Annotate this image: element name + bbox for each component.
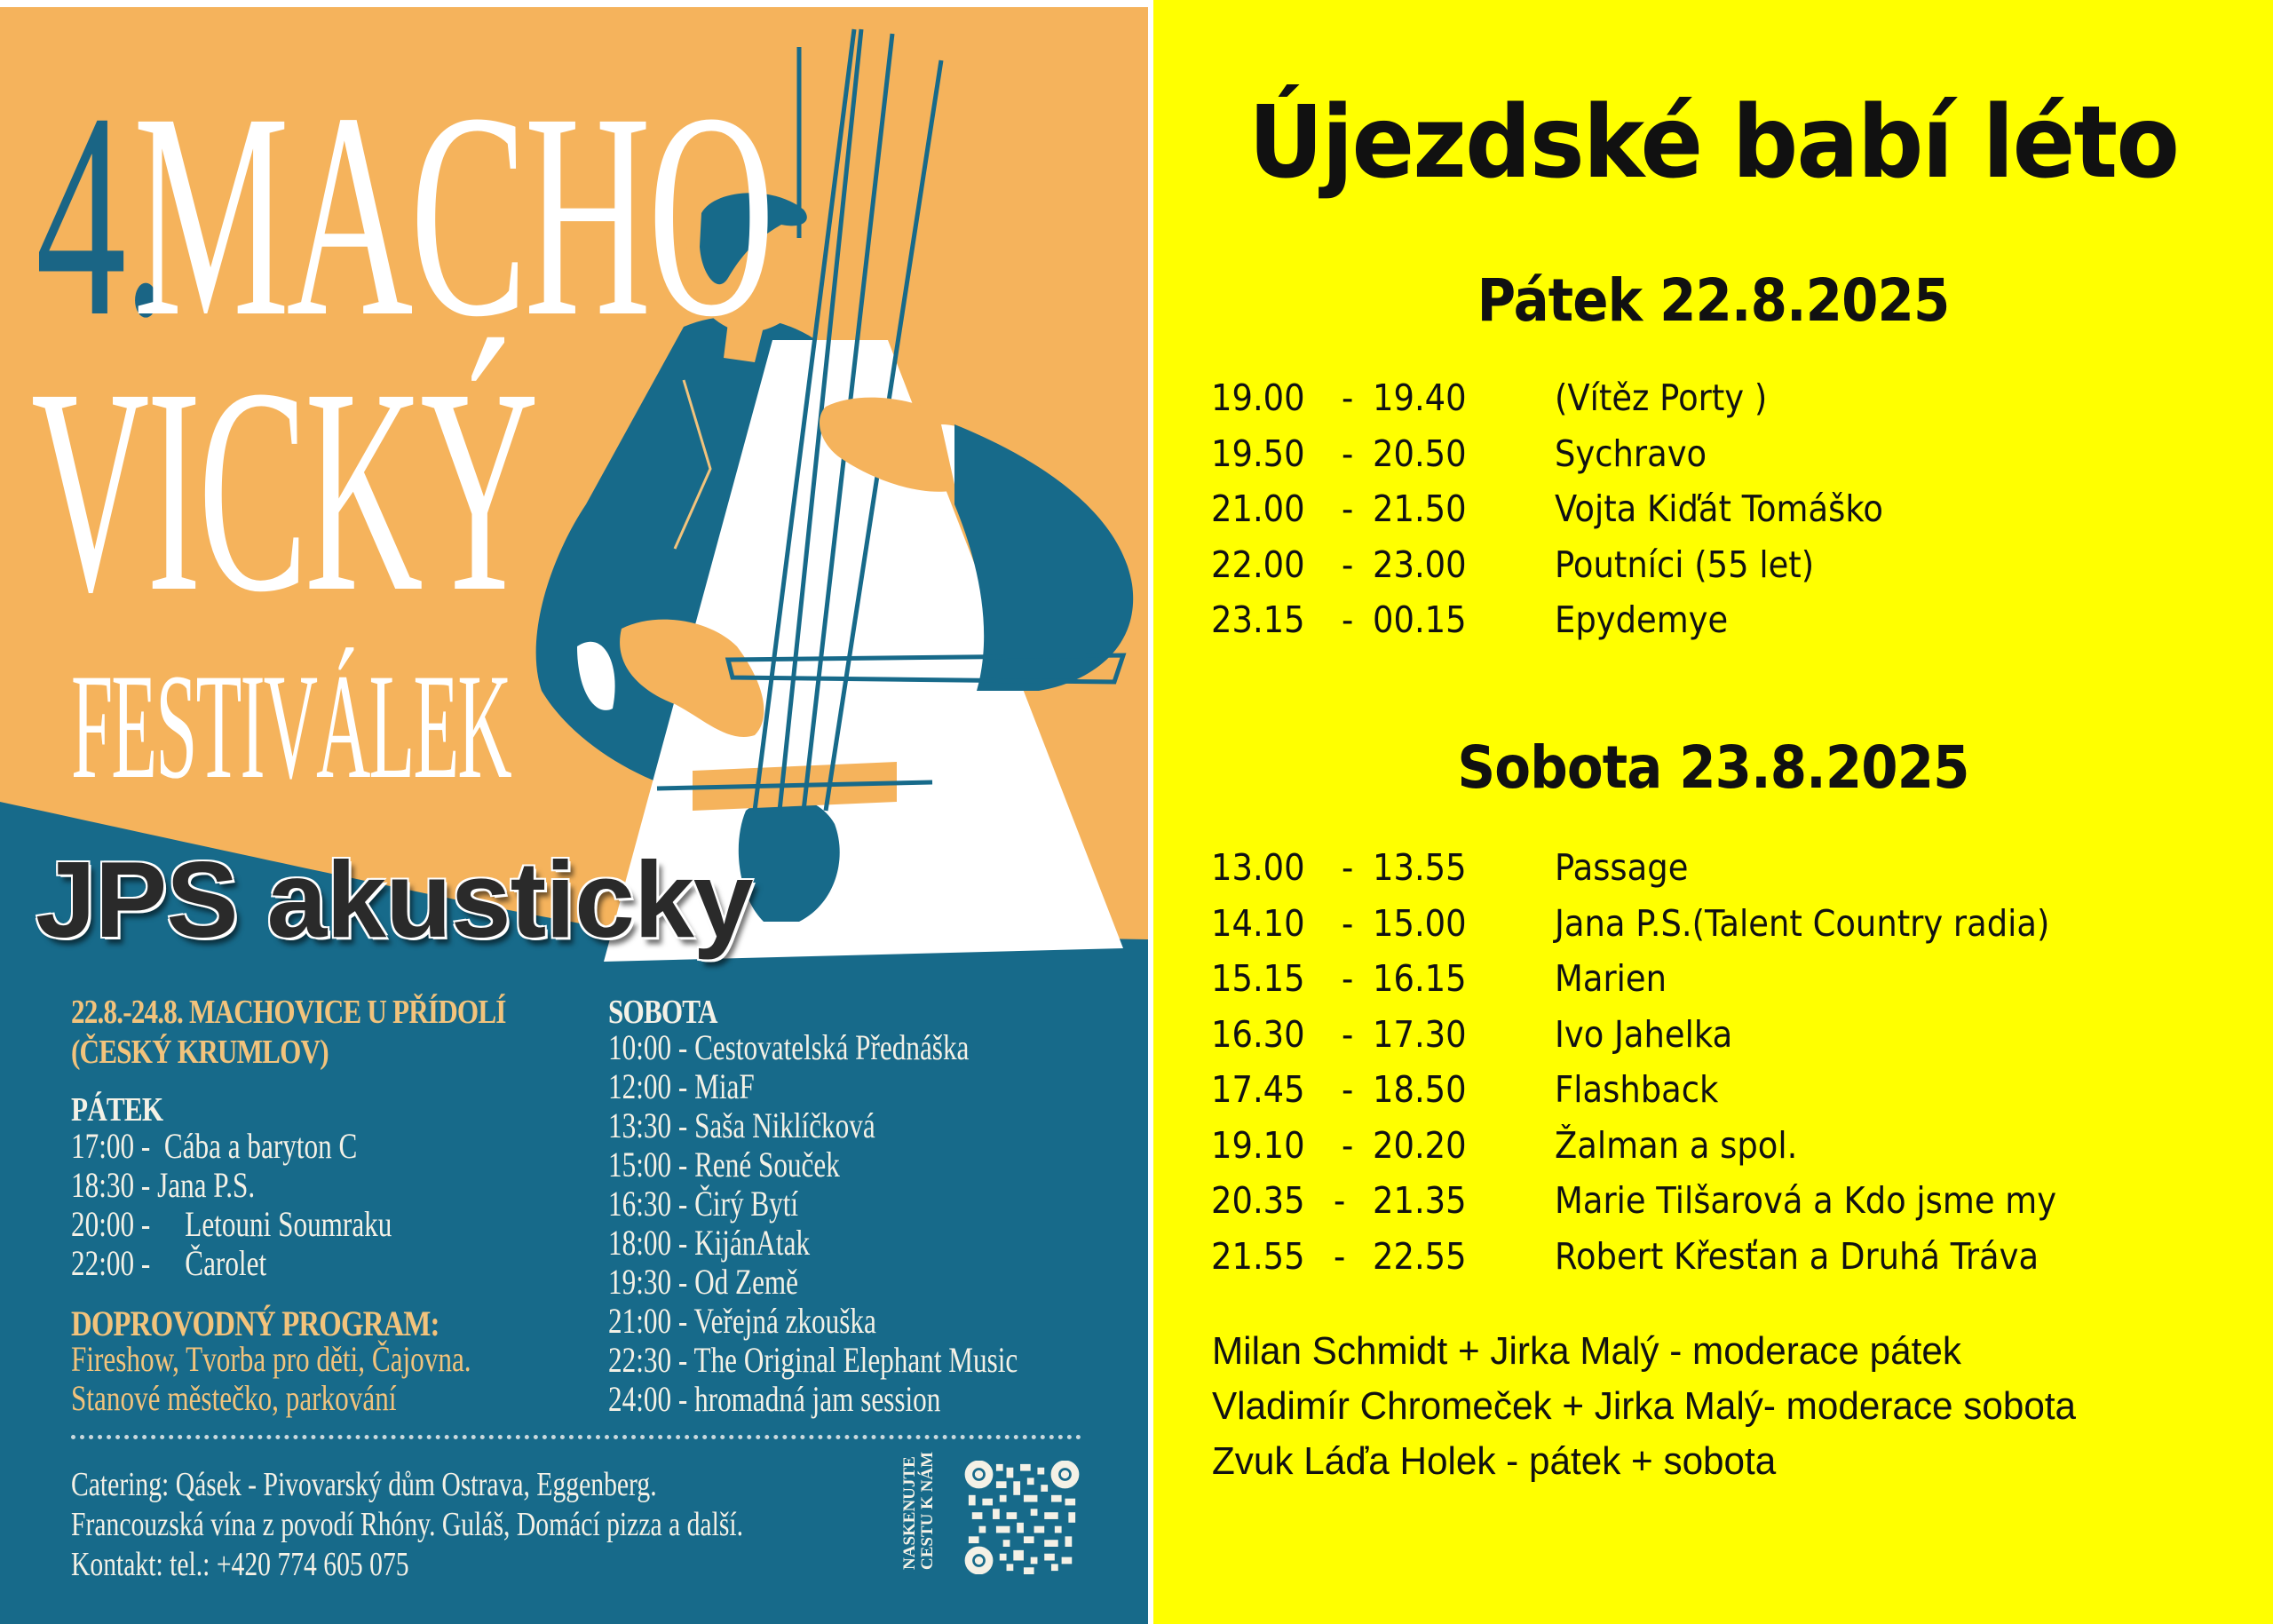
qr-scan-label: NASKENUJTE CESTU K NÁM — [900, 1451, 937, 1570]
lineup-item: 13:30 - Saša Niklíčková — [608, 1105, 875, 1145]
friday-heading: PÁTEK — [71, 1091, 163, 1129]
lineup-item: 22:30 - The Original Elephant Music — [608, 1340, 1018, 1380]
festival-poster — [0, 7, 1148, 1624]
lineup-item: 10:00 - Cestovatelská Přednáška — [608, 1027, 970, 1067]
page-title: Újezdské babí léto — [1247, 85, 2179, 201]
day-heading-saturday: Sobota 23.8.2025 — [1457, 733, 1969, 802]
lineup-item: 24:00 - hromadná jam session — [608, 1379, 941, 1419]
lineup-item: 18:30 - Jana P.S. — [71, 1165, 256, 1205]
lineup-item: 15:00 - René Souček — [608, 1145, 840, 1184]
event-dates-location: 22.8.-24.8. MACHOVICE U PŘÍDOLÍ — [71, 994, 506, 1031]
lineup-item: 20:00 - Letouni Soumraku — [71, 1204, 392, 1244]
side-program-line-2: Stanové městečko, parkování — [71, 1378, 397, 1418]
credits-notes — [1212, 1324, 2112, 1489]
event-region: (ČESKÝ KRUMLOV) — [71, 1034, 329, 1071]
lineup-item: 12:00 - MiaF — [608, 1066, 755, 1106]
note-line: Milan Schmidt + Jirka Malý - moderace pátek — [1212, 1329, 1961, 1373]
side-program-heading: DOPROVODNÝ PROGRAM: — [71, 1303, 440, 1343]
lineup-item: 22:00 - Čarolet — [71, 1243, 267, 1283]
qr-code-icon[interactable] — [963, 1461, 1081, 1574]
lineup-item: 17:00 - Cába a baryton C — [71, 1126, 358, 1166]
title-line-1: MACHO — [133, 53, 772, 377]
schedule-panel: Újezdské babí léto Pátek 22.8.2025 19.00 - 19.40 (Vítěz Porty ) 19.50 - 20.50 Sychravo 21.00 - 21.50 Vojta Kiďát Tomáško 22.00 - 23.00 Poutníci (55 let) 23.15 - 00.15 Epydemye Sobota 23.8.2025 13.00 - 13.55 Passage 14.10 - 15.00 Jana P.S.(Talent Country radia) 15.15 - 16.15 Marien 16.30 - 17.30 Ivo Jahelka 17.45 - 18.50 Flashback 19.10 - 20.20 Žalman a spol. 20.35 - 21.35 Marie Tilšarová a Kdo jsme my 21.55 - 22.55 Robert Křesťan a Druhá Tráva Milan Schmidt + Jirka Malý - moderace pátek Vladimír Chromeček + Jirka Malý- moderace sobota Zvuk Láďa Holek - pátek + sobota — [1153, 0, 2273, 1624]
title-line-3: FESTIVÁLEK — [71, 643, 511, 810]
lineup-item: 19:30 - Od Země — [608, 1262, 799, 1302]
title-line-2: VICKÝ — [31, 329, 536, 653]
day-heading-friday: Pátek 22.8.2025 — [1477, 266, 1950, 335]
side-program-line-1: Fireshow, Tvorba pro děti, Čajovna. — [71, 1339, 471, 1379]
edition-number: 4. — [36, 53, 166, 377]
lineup-item: 21:00 - Veřejná zkouška — [608, 1301, 876, 1341]
catering-line-2: Francouzská vína z povodí Rhóny. Guláš, Domácí pizza a další. — [71, 1506, 744, 1543]
note-line: Vladimír Chromeček + Jirka Malý- moderace sobota — [1212, 1384, 2077, 1428]
contact-phone: Kontakt: tel.: +420 774 605 075 — [71, 1546, 409, 1583]
note-line: Zvuk Láďa Holek - pátek + sobota — [1212, 1439, 1777, 1483]
lineup-item: 16:30 - Čirý Bytí — [608, 1184, 799, 1224]
overlay-headline: JPS akusticky — [36, 839, 753, 960]
saturday-heading: SOBOTA — [608, 994, 717, 1031]
lineup-item: 18:00 - KijánAtak — [608, 1223, 811, 1263]
dotted-divider — [71, 1435, 1081, 1439]
catering-line-1: Catering: Qásek - Pivovarský dům Ostrava, Eggenberg. — [71, 1466, 657, 1503]
